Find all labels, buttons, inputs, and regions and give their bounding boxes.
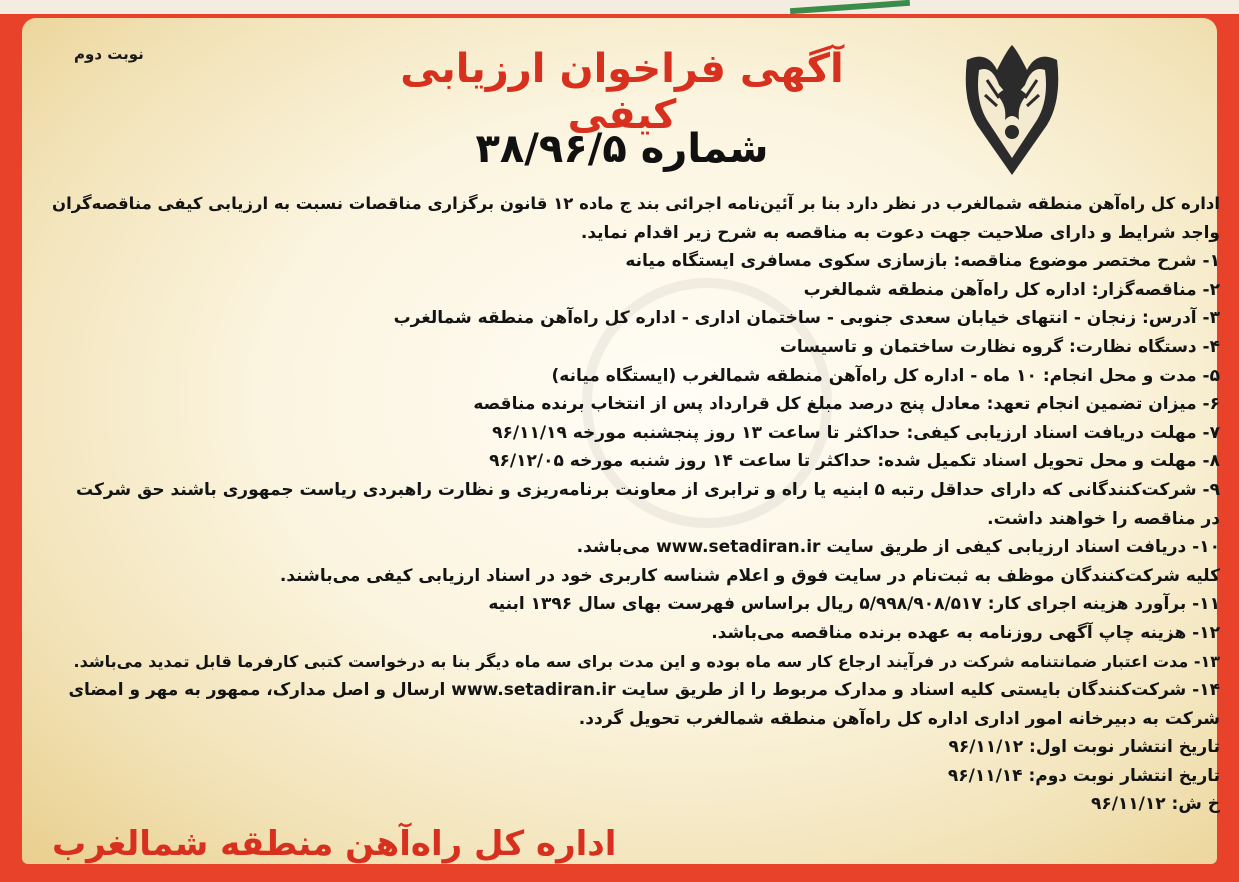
ad-title: آگهی فراخوان ارزیابی کیفی: [400, 46, 844, 138]
winged-railway-emblem-icon: [957, 40, 1067, 180]
ad-body: [22, 18, 1220, 864]
item-line: ۶- میزان تضمین انجام تعهد: معادل پنج درصد مبلغ کل قرارداد پس از انتخاب برنده مناقصه: [473, 394, 1220, 415]
ad-text-block: [40, 190, 1220, 819]
organization-signature: اداره کل راه‌آهن منطقه شمالغرب: [52, 824, 617, 864]
item-line: ۷- مهلت دریافت اسناد ارزیابی کیفی: حداکثر تا ساعت ۱۳ روز پنجشنبه مورخه ۹۶/۱۱/۱۹: [492, 422, 1220, 443]
item-line: ۱۴- شرکت‌کنندگان بایستی کلیه اسناد و مدارک مربوط را از طریق سایت www.setadiran.ir ارسال و اصل مدارک، ممهور به مهر و امضای: [68, 680, 1220, 701]
first-publish-date: تاریخ انتشار نوبت اول: ۹۶/۱۱/۱۲: [948, 737, 1220, 758]
item-line: ۲- مناقصه‌گزار: اداره کل راه‌آهن منطقه شمالغرب: [803, 279, 1220, 300]
item-line: ۱۰- دریافت اسناد ارزیابی کیفی از طریق سایت www.setadiran.ir می‌باشد.: [576, 537, 1220, 558]
intro-line: اداره کل راه‌آهن منطقه شمالغرب در نظر دارد بنا بر آئین‌نامه اجرائی بند ج ماده ۱۲ قانون برگزاری مناقصات نسبت به ارزیابی کیفی مناقصه‌گران: [51, 194, 1220, 213]
item-line: در مناقصه را خواهند داشت.: [987, 508, 1220, 529]
item-line: ۸- مهلت و محل تحویل اسناد تکمیل شده: حداکثر تا ساعت ۱۴ روز شنبه مورخه ۹۶/۱۲/۰۵: [489, 451, 1220, 472]
item-line: ۹- شرکت‌کنندگانی که دارای حداقل رتبه ۵ ابنیه یا راه و ترابری از معاونت برنامه‌ریزی و نظارت راهبردی ریاست جمهوری باشند حق شرکت: [75, 479, 1220, 500]
intro-line: واجد شرایط و دارای صلاحیت جهت دعوت به مناقصه به شرح زیر اقدام نماید.: [580, 222, 1220, 243]
kh-sh-date: خ ش: ۹۶/۱۱/۱۲: [1090, 794, 1220, 815]
ad-number: شماره ۳۸/۹۶/۵: [475, 126, 769, 172]
publication-round-label: نوبت دوم: [74, 45, 144, 63]
item-line: ۵- مدت و محل انجام: ۱۰ ماه - اداره کل راه‌آهن منطقه شمالغرب (ایستگاه میانه): [551, 365, 1220, 386]
item-line: ۳- آدرس: زنجان - انتهای خیابان سعدی جنوبی - ساختمان اداری - اداره کل راه‌آهن منطقه شمالغرب: [393, 308, 1220, 329]
second-publish-date: تاریخ انتشار نوبت دوم: ۹۶/۱۱/۱۴: [947, 765, 1220, 786]
item-line: شرکت به دبیرخانه امور اداری اداره کل راه‌آهن منطقه شمالغرب تحویل گردد.: [578, 708, 1220, 729]
green-print-mark: [790, 0, 910, 14]
newspaper-top-strip: [0, 0, 1239, 14]
item-line: ۱۱- برآورد هزینه اجرای کار: ۵/۹۹۸/۹۰۸/۵۱۷ ریال براساس فهرست بهای سال ۱۳۹۶ ابنیه: [488, 594, 1220, 615]
item-line: ۱- شرح مختصر موضوع مناقصه: بازسازی سکوی مسافری ایستگاه میانه: [625, 251, 1220, 272]
item-line: ۱۳- مدت اعتبار ضمانتنامه شرکت در فرآیند ارجاع کار سه ماه بوده و این مدت برای سه ماه دیگر بنا به درخواست کتبی کارفرما قابل تمدید می‌باشد.: [73, 651, 1220, 671]
item-line: ۴- دستگاه نظارت: گروه نظارت ساختمان و تاسیسات: [779, 336, 1220, 357]
item-line: کلیه شرکت‌کنندگان موظف به ثبت‌نام در سایت فوق و اعلام شناسه کاربری خود در اسناد ارزیابی کیفی می‌باشند.: [279, 565, 1220, 586]
item-line: ۱۲- هزینه چاپ آگهی روزنامه به عهده برنده مناقصه می‌باشد.: [711, 622, 1220, 643]
